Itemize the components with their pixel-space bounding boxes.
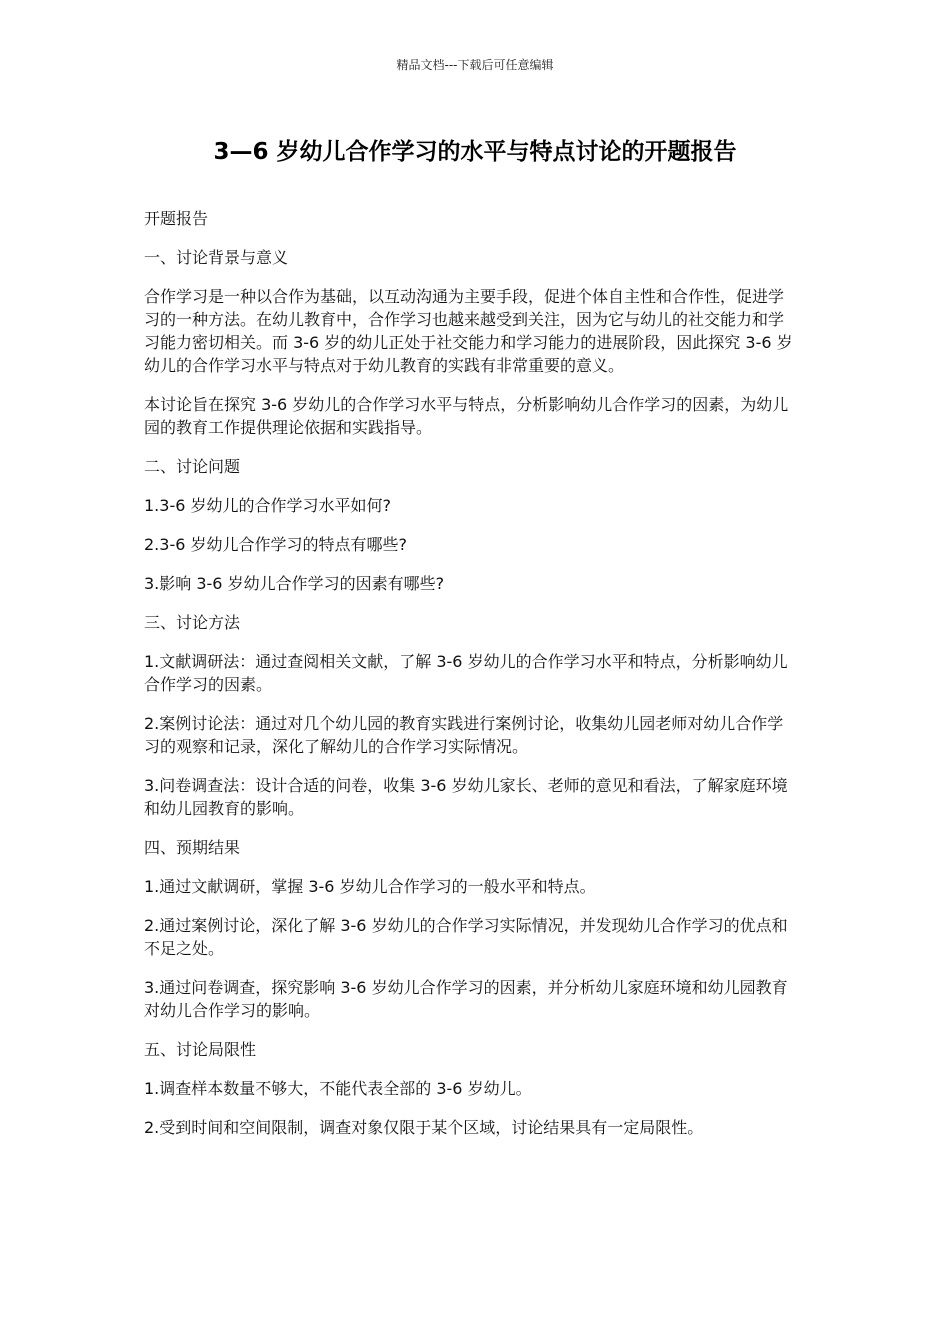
- question-item-2: 2.3-6 岁幼儿合作学习的特点有哪些?: [144, 535, 407, 554]
- question-item-3: 3.影响 3-6 岁幼儿合作学习的因素有哪些?: [144, 574, 445, 593]
- question-item-1: 1.3-6 岁幼儿的合作学习水平如何?: [144, 496, 391, 515]
- result-item-1: 1.通过文献调研，掌握 3-6 岁幼儿合作学习的一般水平和特点。: [144, 877, 596, 896]
- document-title: 3—6 岁幼儿合作学习的水平与特点讨论的开题报告: [213, 139, 737, 165]
- section-heading-questions: 二、讨论问题: [144, 457, 241, 476]
- header-note: 精品文档---下载后可任意编辑: [396, 58, 554, 72]
- section-heading-results: 四、预期结果: [144, 838, 241, 857]
- method-item-2: 2.案例讨论法：通过对几个幼儿园的教育实践进行案例讨论，收集幼儿园老师对幼儿合作学习的观察和记录，深化了解幼儿的合作学习实际情况。: [144, 714, 784, 756]
- section-heading-methods: 三、讨论方法: [144, 613, 241, 632]
- method-item-1: 1.文献调研法：通过查阅相关文献，了解 3-6 岁幼儿的合作学习水平和特点，分析影响幼儿合作学习的因素。: [144, 652, 788, 694]
- limitation-item-2: 2.受到时间和空间限制，调查对象仅限于某个区域，讨论结果具有一定局限性。: [144, 1118, 704, 1137]
- section-heading-limitations: 五、讨论局限性: [144, 1040, 257, 1059]
- paragraph-background: 合作学习是一种以合作为基础，以互动沟通为主要手段，促进个体自主性和合作性，促进学习的一种方法。在幼儿教育中，合作学习也越来越受到关注，因为它与幼儿的社交能力和学习能力密切相关。而 3-6 岁的幼儿正处于社交能力和学习能力的进展阶段，因此探究 3-6 岁幼儿的合作学习水平与特点对于幼儿教育的实践有非常重要的意义。: [144, 287, 793, 375]
- section-heading-background: 一、讨论背景与意义: [144, 248, 289, 267]
- paragraph-purpose: 本讨论旨在探究 3-6 岁幼儿的合作学习水平与特点，分析影响幼儿合作学习的因素，为幼儿园的教育工作提供理论依据和实践指导。: [144, 395, 789, 437]
- report-label: 开题报告: [144, 209, 209, 228]
- result-item-3: 3.通过问卷调查，探究影响 3-6 岁幼儿合作学习的因素，并分析幼儿家庭环境和幼儿园教育对幼儿合作学习的影响。: [144, 978, 788, 1020]
- method-item-3: 3.问卷调查法：设计合适的问卷，收集 3-6 岁幼儿家长、老师的意见和看法，了解家庭环境和幼儿园教育的影响。: [144, 776, 788, 818]
- document-body: [144, 207, 796, 1155]
- result-item-2: 2.通过案例讨论，深化了解 3-6 岁幼儿的合作学习实际情况，并发现幼儿合作学习的优点和不足之处。: [144, 916, 788, 958]
- limitation-item-1: 1.调查样本数量不够大，不能代表全部的 3-6 岁幼儿。: [144, 1079, 532, 1098]
